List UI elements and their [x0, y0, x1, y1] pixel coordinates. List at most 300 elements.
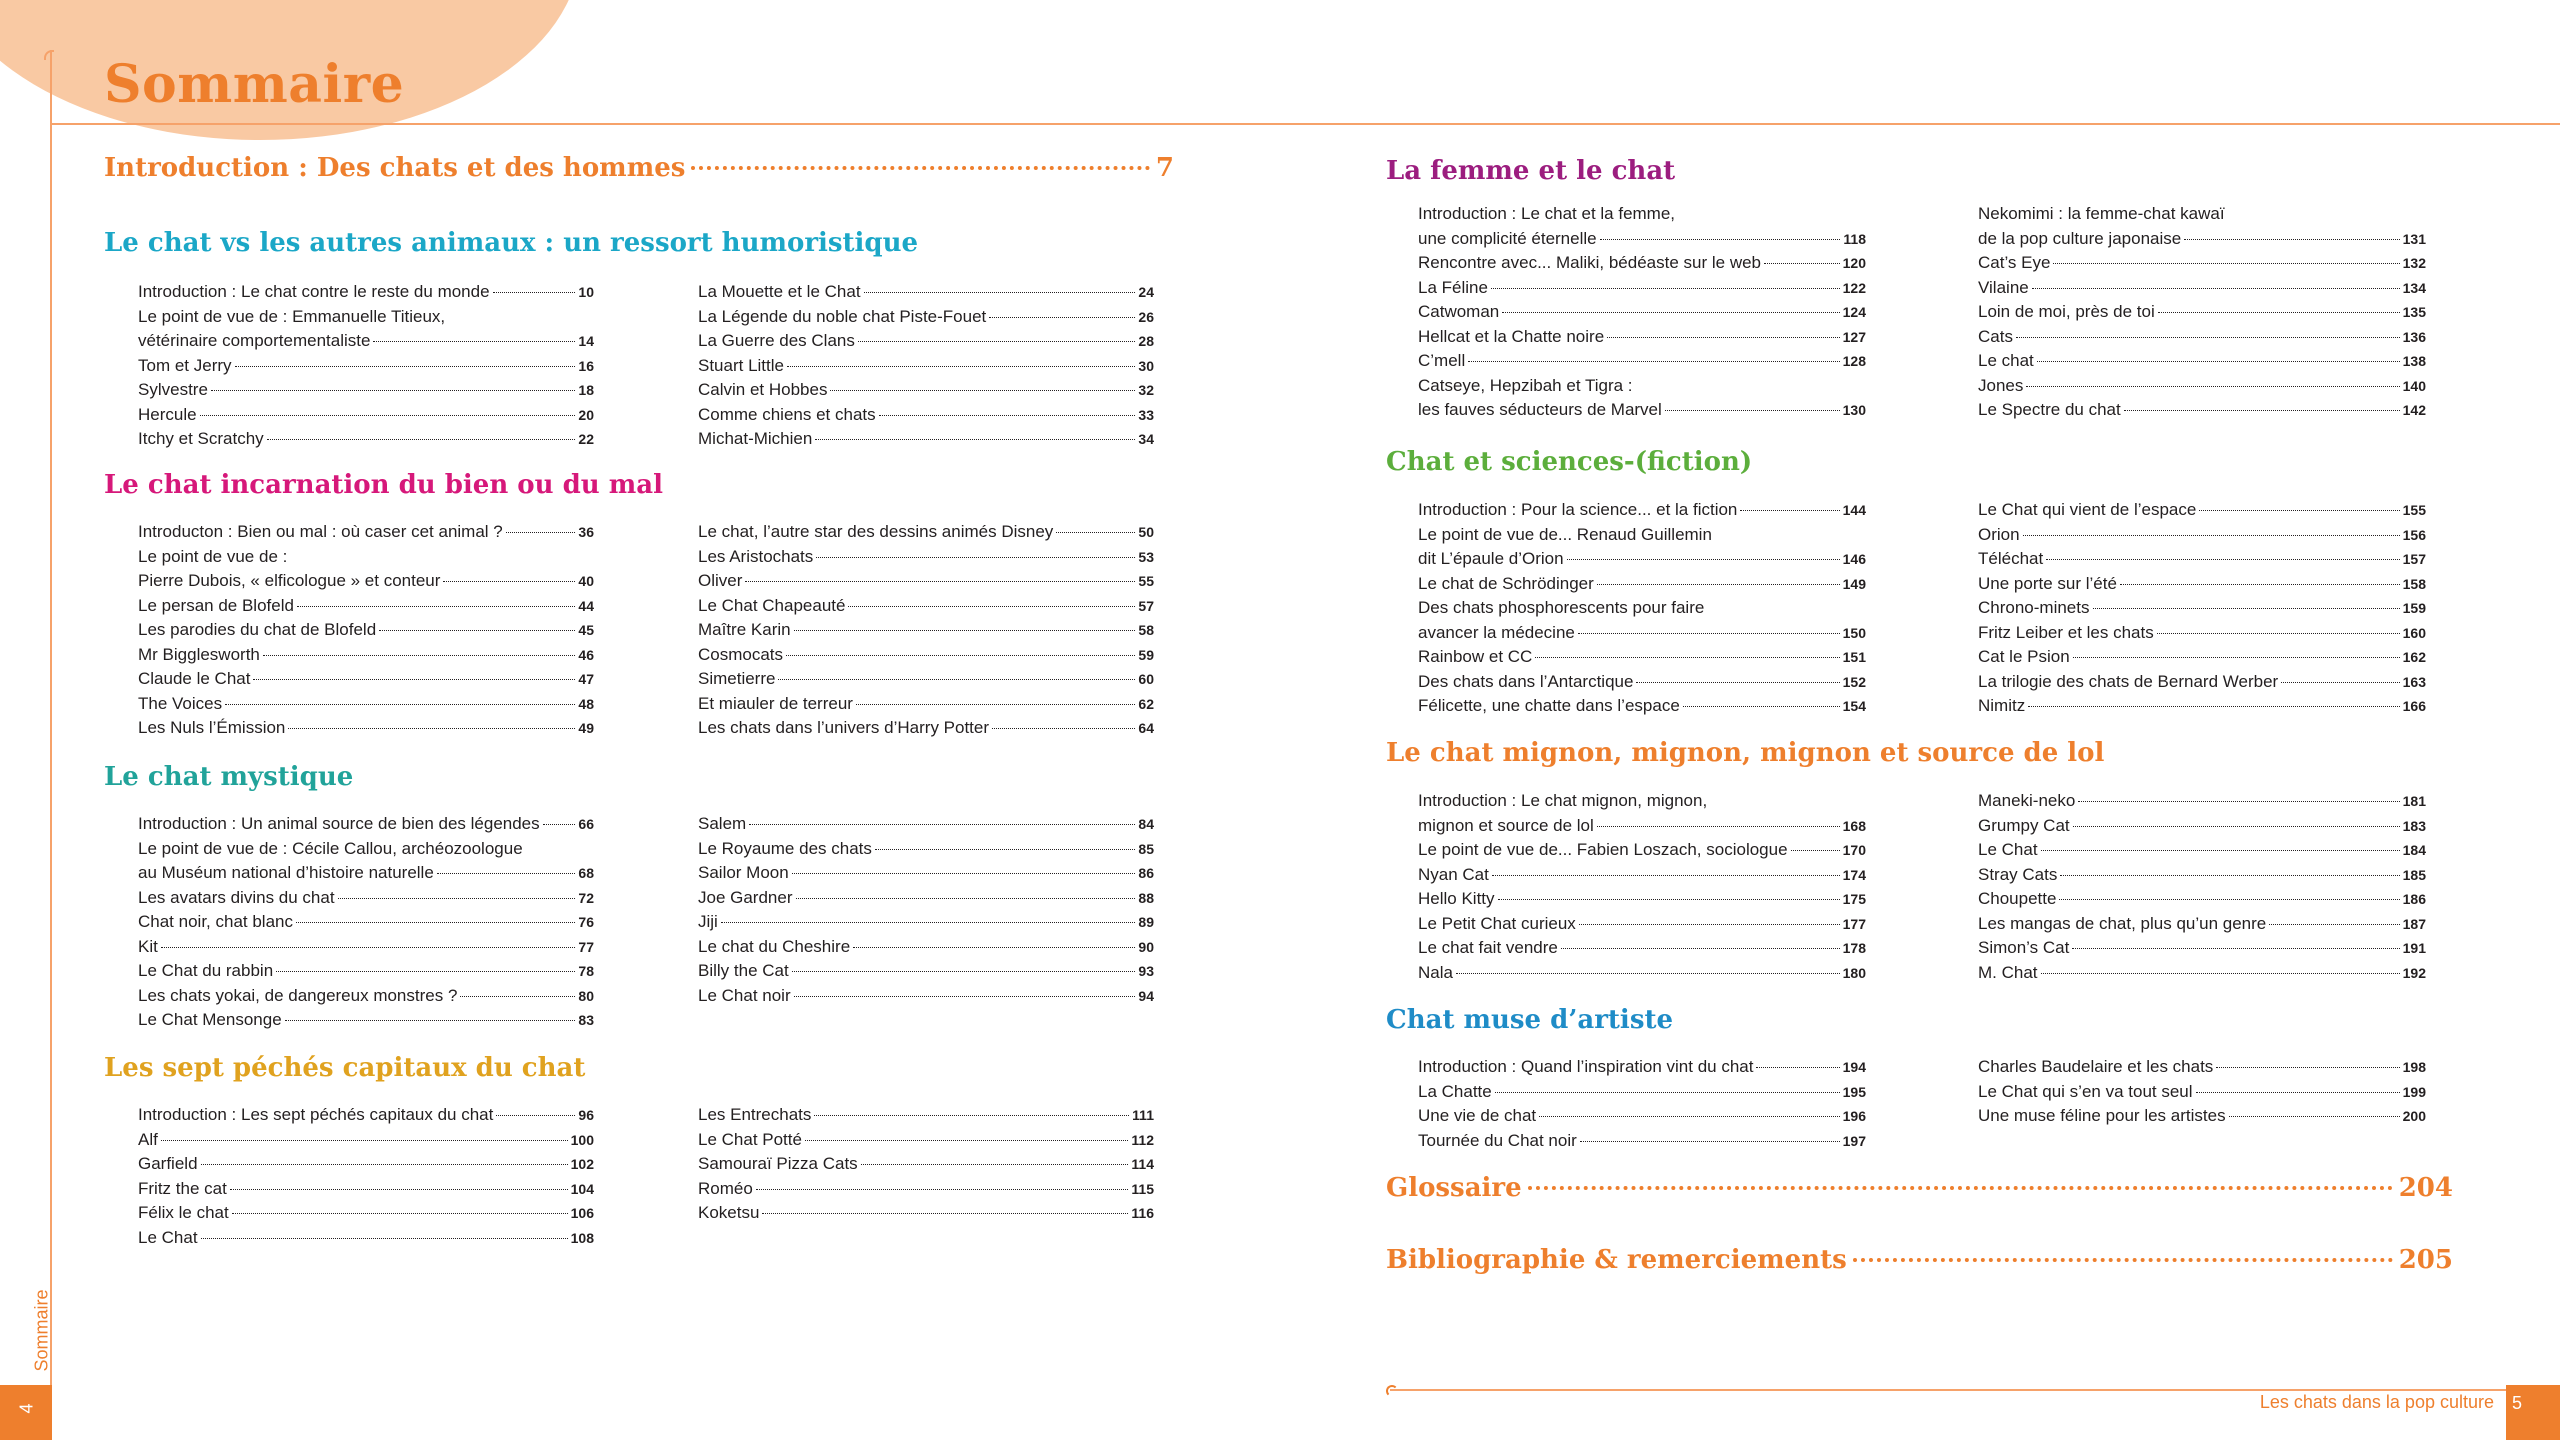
toc-entry[interactable] [1418, 645, 1866, 670]
toc-entry-page: 120 [1842, 255, 1866, 271]
toc-entry-label: Kit [138, 936, 158, 956]
leader-dots [2026, 386, 2399, 387]
toc-entry-page: 85 [1138, 840, 1154, 857]
toc-entry-label: Le Royaume des chats [698, 838, 872, 858]
leader-dots [543, 824, 576, 825]
toc-entry[interactable] [1978, 887, 2426, 912]
toc-entry[interactable] [1418, 1080, 1866, 1105]
toc-entry-page: 159 [2402, 600, 2426, 616]
toc-entry[interactable] [698, 692, 1154, 717]
toc-entry-label: Vilaine [1978, 277, 2029, 297]
toc-entry[interactable] [138, 378, 594, 403]
toc-glossaire-label: Glossaire [1386, 1173, 1522, 1203]
toc-entry-label: Nimitz [1978, 696, 2026, 715]
toc-entry-label: Le chat de Schrödinger [1418, 573, 1594, 593]
leader-dots [1740, 510, 1839, 511]
toc-entry[interactable] [138, 910, 594, 935]
toc-entry-label: Jones [1978, 375, 2024, 395]
toc-entry[interactable] [698, 520, 1154, 545]
toc-entry[interactable] [138, 1201, 594, 1226]
leader-dots [2060, 875, 2399, 876]
toc-entry-label: Hercule [138, 404, 197, 424]
section-title[interactable]: Chat muse d’artiste [1386, 1005, 1674, 1035]
toc-entry-page: 58 [1138, 622, 1154, 638]
leader-dots [232, 1213, 568, 1214]
toc-entry-page: 138 [2402, 353, 2426, 369]
folio-right-number: 5 [2512, 1393, 2523, 1413]
toc-entry[interactable] [1978, 398, 2426, 423]
toc-entry[interactable] [698, 886, 1154, 911]
toc-entry[interactable] [698, 716, 1154, 741]
toc-column [1418, 1055, 1866, 1153]
toc-entry[interactable] [1978, 227, 2426, 252]
leader-dots [211, 390, 576, 391]
toc-entry-page: 175 [1842, 891, 1866, 907]
leader-dots [267, 439, 576, 440]
leader-dots [2037, 361, 2400, 362]
toc-entry-label: Une porte sur l’été [1978, 573, 2117, 593]
toc-entry[interactable] [1978, 645, 2426, 670]
toc-entry[interactable] [1418, 887, 1866, 912]
toc-entry-page: 185 [2402, 866, 2426, 883]
toc-entry-page: 104 [570, 1180, 594, 1197]
toc-entry-page: 93 [1138, 963, 1154, 979]
toc-entry-page: 55 [1138, 573, 1154, 589]
toc-intro-label: Introduction : Des chats et des hommes [104, 153, 686, 183]
leader-dots [1502, 312, 1839, 313]
toc-entry[interactable] [1978, 961, 2426, 986]
leader-dots [2072, 948, 2399, 949]
leader-dots [2196, 1092, 2400, 1093]
toc-entry[interactable] [1978, 498, 2426, 523]
page-title: Sommaire [104, 54, 405, 115]
leader-dots [2059, 899, 2399, 900]
section-title[interactable]: Chat et sciences-(fiction) [1386, 447, 1753, 477]
toc-entry[interactable] [1978, 936, 2426, 961]
toc-entry[interactable] [1418, 1055, 1866, 1080]
toc-entry[interactable] [1418, 863, 1866, 888]
toc-entry-page: 86 [1138, 865, 1154, 881]
toc-entry-label: Jiji [698, 912, 718, 931]
leader-dots [864, 292, 1136, 293]
toc-entry-label: Les Nuls l’Émission [138, 718, 286, 737]
toc-entry[interactable] [1418, 1129, 1866, 1154]
section-title[interactable]: La femme et le chat [1386, 156, 1676, 186]
leader-dots [787, 366, 1135, 367]
toc-entry-label: La Mouette et le Chat [698, 282, 861, 301]
toc-entry[interactable] [698, 305, 1154, 330]
toc-column [1978, 202, 2426, 423]
toc-entry[interactable] [1978, 572, 2426, 597]
toc-entry[interactable] [138, 667, 594, 692]
toc-intro-page: 7 [1155, 153, 1174, 183]
toc-entry[interactable] [1978, 251, 2426, 276]
toc-entry[interactable] [698, 1201, 1154, 1226]
toc-entry-page: 134 [2402, 279, 2426, 296]
leader-dots [1492, 875, 1840, 876]
leader-dots [496, 1115, 575, 1116]
toc-entry-page: 45 [578, 622, 594, 638]
toc-entry-page: 170 [1842, 842, 1866, 858]
toc-entry[interactable] [138, 886, 594, 911]
toc-entry-label: Introduction : Pour la science... et la fiction [1418, 500, 1738, 519]
leader-dots [1561, 948, 1840, 949]
leader-dots [1853, 1258, 2393, 1262]
toc-entry[interactable] [1978, 523, 2426, 548]
section-title[interactable]: Le chat mystique [104, 762, 354, 792]
toc-entry[interactable] [1978, 814, 2426, 839]
toc-entry[interactable] [138, 1128, 594, 1153]
toc-entry[interactable] [138, 1226, 594, 1251]
leader-dots [2229, 1116, 2400, 1117]
toc-entry[interactable] [698, 1152, 1154, 1177]
toc-entry[interactable] [1978, 349, 2426, 374]
toc-entry[interactable] [698, 403, 1154, 428]
toc-entry-page: 118 [1843, 230, 1866, 247]
toc-entry-label: Les Aristochats [698, 546, 814, 566]
leader-dots [861, 1164, 1129, 1165]
toc-entry-label: Les chats dans l’univers d’Harry Potter [698, 718, 990, 737]
toc-entry[interactable] [698, 837, 1154, 862]
toc-entry[interactable] [138, 618, 594, 643]
toc-entry[interactable] [138, 1152, 594, 1177]
toc-bibliographie[interactable] [1386, 1245, 2453, 1275]
section-title[interactable]: Le chat mignon, mignon, mignon et source de lol [1386, 738, 2105, 768]
leader-dots [989, 317, 1135, 318]
leader-dots [2023, 535, 2400, 536]
toc-entry[interactable] [1418, 694, 1866, 719]
leader-dots [853, 947, 1135, 948]
toc-entry-page: 140 [2402, 377, 2426, 394]
toc-entry[interactable] [698, 354, 1154, 379]
toc-entry-label: Simetierre [698, 669, 776, 688]
toc-entry[interactable] [1978, 1055, 2426, 1080]
toc-entry-page: 66 [578, 816, 594, 832]
toc-entry-label: Maître Karin [698, 620, 791, 639]
toc-entry[interactable] [1418, 498, 1866, 523]
toc-glossaire[interactable] [1386, 1173, 2453, 1203]
toc-entry-label: Tom et Jerry [138, 355, 232, 375]
toc-entry-page: 186 [2402, 891, 2426, 907]
toc-intro[interactable] [104, 153, 1174, 183]
toc-entry-label: mignon et source de lol [1418, 815, 1594, 835]
toc-entry-page: 130 [1842, 402, 1866, 418]
toc-entry[interactable] [1978, 621, 2426, 646]
toc-entry[interactable] [138, 692, 594, 717]
toc-entry[interactable] [1418, 251, 1866, 276]
toc-entry[interactable] [1418, 547, 1866, 572]
toc-entry[interactable] [698, 667, 1154, 692]
toc-entry-page: 131 [2402, 230, 2426, 247]
leader-dots [288, 728, 575, 729]
toc-entry[interactable] [138, 280, 594, 305]
toc-entry-label: Introduction : Le chat contre le reste du monde [138, 282, 490, 301]
toc-column [698, 812, 1154, 1008]
toc-entry-page: 88 [1138, 889, 1154, 906]
toc-entry[interactable] [138, 329, 594, 354]
toc-entry-page: 108 [570, 1229, 594, 1246]
toc-entry[interactable] [1418, 961, 1866, 986]
toc-entry-label: Le chat fait vendre [1418, 938, 1558, 957]
toc-entry-label: Oliver [698, 571, 743, 590]
toc-entry[interactable] [138, 861, 594, 886]
toc-entry-label: Simon’s Cat [1978, 938, 2070, 957]
toc-entry-page: 10 [578, 284, 594, 300]
toc-entry[interactable] [1418, 621, 1866, 646]
toc-entry-page: 20 [578, 406, 594, 423]
toc-entry-page: 40 [578, 573, 594, 589]
toc-entry-label: Salem [698, 814, 747, 833]
toc-entry[interactable] [138, 569, 594, 594]
toc-entry-label: La Féline [1418, 277, 1488, 297]
toc-entry-page: 199 [2402, 1083, 2426, 1100]
section-title[interactable]: Le chat incarnation du bien ou du mal [104, 470, 663, 500]
toc-entry[interactable] [138, 354, 594, 379]
toc-entry[interactable] [1418, 912, 1866, 937]
toc-entry-label: Le chat du Cheshire [698, 936, 851, 956]
toc-column [138, 1103, 594, 1250]
toc-entry[interactable] [1418, 814, 1866, 839]
toc-entry[interactable] [1978, 596, 2426, 621]
toc-entry-page: 115 [1131, 1180, 1154, 1197]
leader-dots [2041, 850, 2400, 851]
toc-entry-page: 124 [1842, 304, 1866, 320]
leader-dots [2028, 706, 2399, 707]
toc-entry[interactable] [698, 569, 1154, 594]
toc-entry-label: Le chat, l’autre star des dessins animés Disney [698, 522, 1054, 541]
leader-dots [2157, 633, 2400, 634]
toc-entry[interactable] [1418, 276, 1866, 301]
toc-entry[interactable] [1978, 694, 2426, 719]
toc-entry-label: Cosmocats [698, 644, 784, 664]
leader-dots [1468, 361, 1839, 362]
leader-dots [2041, 973, 2400, 974]
toc-entry[interactable] [698, 618, 1154, 643]
toc-entry[interactable] [698, 861, 1154, 886]
toc-entry-page: 14 [578, 333, 594, 349]
toc-entry[interactable] [138, 959, 594, 984]
leader-dots [253, 679, 575, 680]
toc-glossaire-page: 204 [2398, 1173, 2453, 1203]
toc-entry-page: 36 [578, 524, 594, 540]
toc-entry[interactable] [1418, 1104, 1866, 1129]
toc-entry[interactable] [1418, 325, 1866, 350]
toc-entry[interactable] [698, 378, 1154, 403]
leader-dots [1567, 559, 1840, 560]
toc-entry-label: Sailor Moon [698, 863, 789, 882]
toc-entry[interactable] [1418, 936, 1866, 961]
toc-entry[interactable] [1978, 1080, 2426, 1105]
toc-entry-page: 49 [578, 720, 594, 736]
toc-entry-label: Michat-Michien [698, 429, 813, 448]
toc-entry[interactable] [698, 935, 1154, 960]
leader-dots [1636, 682, 1839, 683]
toc-entry[interactable] [138, 643, 594, 668]
toc-entry[interactable] [1978, 838, 2426, 863]
toc-entry[interactable] [1418, 670, 1866, 695]
toc-entry[interactable] [138, 716, 594, 741]
toc-entry[interactable] [698, 427, 1154, 452]
toc-entry-label: Garfield [138, 1154, 198, 1173]
toc-entry-page: 156 [2402, 526, 2426, 543]
toc-entry-label: Le Spectre du chat [1978, 400, 2121, 419]
toc-entry-line: Catseye, Hepzibah et Tigra : [1418, 375, 1633, 395]
leader-dots [437, 873, 576, 874]
leader-dots [2053, 263, 2399, 264]
toc-entry[interactable] [698, 594, 1154, 619]
toc-entry[interactable] [138, 594, 594, 619]
toc-column [698, 1103, 1154, 1226]
toc-bibliographie-page: 205 [2398, 1245, 2453, 1275]
toc-entry[interactable] [1418, 349, 1866, 374]
leader-dots [1579, 924, 1840, 925]
toc-entry[interactable] [1978, 325, 2426, 350]
toc-entry[interactable] [1418, 398, 1866, 423]
toc-entry-page: 174 [1842, 866, 1866, 883]
leader-dots [2073, 657, 2400, 658]
toc-entry[interactable] [138, 403, 594, 428]
toc-entry[interactable] [1978, 863, 2426, 888]
toc-entry-page: 163 [2402, 673, 2426, 690]
toc-entry[interactable] [1978, 1104, 2426, 1129]
toc-entry-page: 144 [1842, 502, 1866, 518]
toc-entry[interactable] [698, 329, 1154, 354]
toc-entry-page: 142 [2402, 402, 2426, 418]
leader-dots [161, 947, 576, 948]
toc-entry[interactable] [698, 1177, 1154, 1202]
toc-entry[interactable] [1978, 789, 2426, 814]
leader-dots [296, 922, 575, 923]
toc-entry-label: Roméo [698, 1178, 753, 1198]
toc-entry[interactable] [698, 959, 1154, 984]
leader-dots [792, 873, 1136, 874]
toc-entry-label: Stuart Little [698, 355, 784, 375]
toc-entry[interactable] [698, 984, 1154, 1009]
toc-entry[interactable] [698, 643, 1154, 668]
toc-entry[interactable] [1418, 300, 1866, 325]
toc-entry-line: Le point de vue de... Renaud Guillemin [1418, 524, 1712, 544]
toc-entry-page: 48 [578, 695, 594, 712]
toc-entry-page: 195 [1842, 1083, 1866, 1100]
toc-entry-label: Le Chat Potté [698, 1129, 802, 1149]
leader-dots [796, 898, 1136, 899]
toc-entry-page: 50 [1138, 524, 1154, 540]
toc-entry[interactable] [698, 1128, 1154, 1153]
toc-entry-label: Nyan Cat [1418, 864, 1489, 884]
leader-dots [1498, 899, 1840, 900]
toc-entry[interactable] [1418, 838, 1866, 863]
toc-bibliographie-label: Bibliographie & remerciements [1386, 1245, 1847, 1275]
leader-dots [762, 1213, 1128, 1214]
toc-entry-line: Le point de vue de : [138, 546, 288, 566]
toc-entry[interactable] [1978, 912, 2426, 937]
folio-right-label: Les chats dans la pop culture [2259, 1392, 2494, 1412]
toc-entry[interactable] [1978, 670, 2426, 695]
leader-dots [1764, 263, 1840, 264]
leader-dots [285, 1020, 576, 1021]
toc-entry-page: 76 [578, 914, 594, 930]
toc-entry-label: Cats [1978, 326, 2013, 346]
toc-entry-label: Koketsu [698, 1203, 760, 1222]
toc-entry[interactable] [138, 1177, 594, 1202]
toc-entry-page: 24 [1138, 284, 1154, 300]
toc-entry-page: 191 [2402, 940, 2426, 956]
leader-dots [1597, 826, 1840, 827]
toc-entry-label: Introduction : Quand l’inspiration vint du chat [1418, 1057, 1754, 1076]
toc-entry[interactable] [138, 935, 594, 960]
toc-entry-page: 64 [1138, 720, 1154, 736]
leader-dots [848, 606, 1135, 607]
leader-dots [2016, 337, 2400, 338]
leader-dots [816, 557, 1135, 558]
toc-entry[interactable] [698, 910, 1154, 935]
toc-entry[interactable] [138, 427, 594, 452]
toc-entry-page: 155 [2402, 502, 2426, 518]
leader-dots [460, 996, 575, 997]
toc-entry-page: 34 [1138, 431, 1154, 447]
toc-entry[interactable] [1418, 227, 1866, 252]
leader-dots [201, 1164, 568, 1165]
toc-entry[interactable] [698, 280, 1154, 305]
toc-entry-page: 132 [2402, 255, 2426, 271]
toc-entry-page: 136 [2402, 328, 2426, 345]
toc-entry-page: 150 [1842, 624, 1866, 641]
toc-entry[interactable] [1978, 547, 2426, 572]
toc-entry-page: 94 [1138, 987, 1154, 1004]
section-title[interactable]: Le chat vs les autres animaux : un ressort humoristique [104, 228, 919, 258]
leader-dots [794, 630, 1136, 631]
leader-dots [506, 532, 576, 533]
toc-entry-page: 114 [1131, 1156, 1154, 1172]
toc-entry[interactable] [1978, 276, 2426, 301]
toc-entry-label: Introduction : Les sept péchés capitaux du chat [138, 1105, 494, 1124]
toc-entry[interactable] [1418, 572, 1866, 597]
leader-dots [1535, 657, 1839, 658]
toc-entry[interactable] [138, 984, 594, 1009]
toc-entry-page: 46 [578, 646, 594, 663]
toc-entry[interactable] [138, 812, 594, 837]
toc-entry-label: Loin de moi, près de toi [1978, 302, 2155, 321]
toc-entry-label: Le Chat noir [698, 985, 791, 1005]
toc-entry[interactable] [1978, 374, 2426, 399]
toc-column [1418, 789, 1866, 985]
section-title[interactable]: Les sept péchés capitaux du chat [104, 1053, 586, 1083]
toc-entry-label: Joe Gardner [698, 887, 793, 907]
toc-entry[interactable] [138, 1008, 594, 1033]
toc-entry-page: 122 [1842, 279, 1866, 296]
leader-dots [1597, 584, 1840, 585]
toc-entry-page: 68 [578, 865, 594, 881]
toc-entry-line: Des chats phosphorescents pour faire [1418, 598, 1705, 617]
toc-entry[interactable] [698, 1103, 1154, 1128]
toc-entry-line: Introduction : Le chat mignon, mignon, [1418, 791, 1708, 810]
toc-entry-label: Une muse féline pour les artistes [1978, 1106, 2226, 1125]
toc-entry[interactable] [698, 545, 1154, 570]
toc-entry-page: 57 [1138, 597, 1154, 614]
toc-entry[interactable] [698, 812, 1154, 837]
toc-entry[interactable] [1978, 300, 2426, 325]
toc-entry-page: 30 [1138, 357, 1154, 374]
leader-dots [745, 581, 1135, 582]
toc-entry-page: 16 [578, 357, 594, 374]
toc-entry-page: 184 [2402, 842, 2426, 858]
toc-entry-line: Le point de vue de : Emmanuelle Titieux, [138, 306, 446, 326]
toc-entry-page: 18 [578, 382, 594, 398]
toc-entry[interactable] [138, 520, 594, 545]
toc-entry-page: 180 [1842, 964, 1866, 981]
toc-entry[interactable] [138, 1103, 594, 1128]
toc-entry-page: 112 [1131, 1131, 1154, 1148]
